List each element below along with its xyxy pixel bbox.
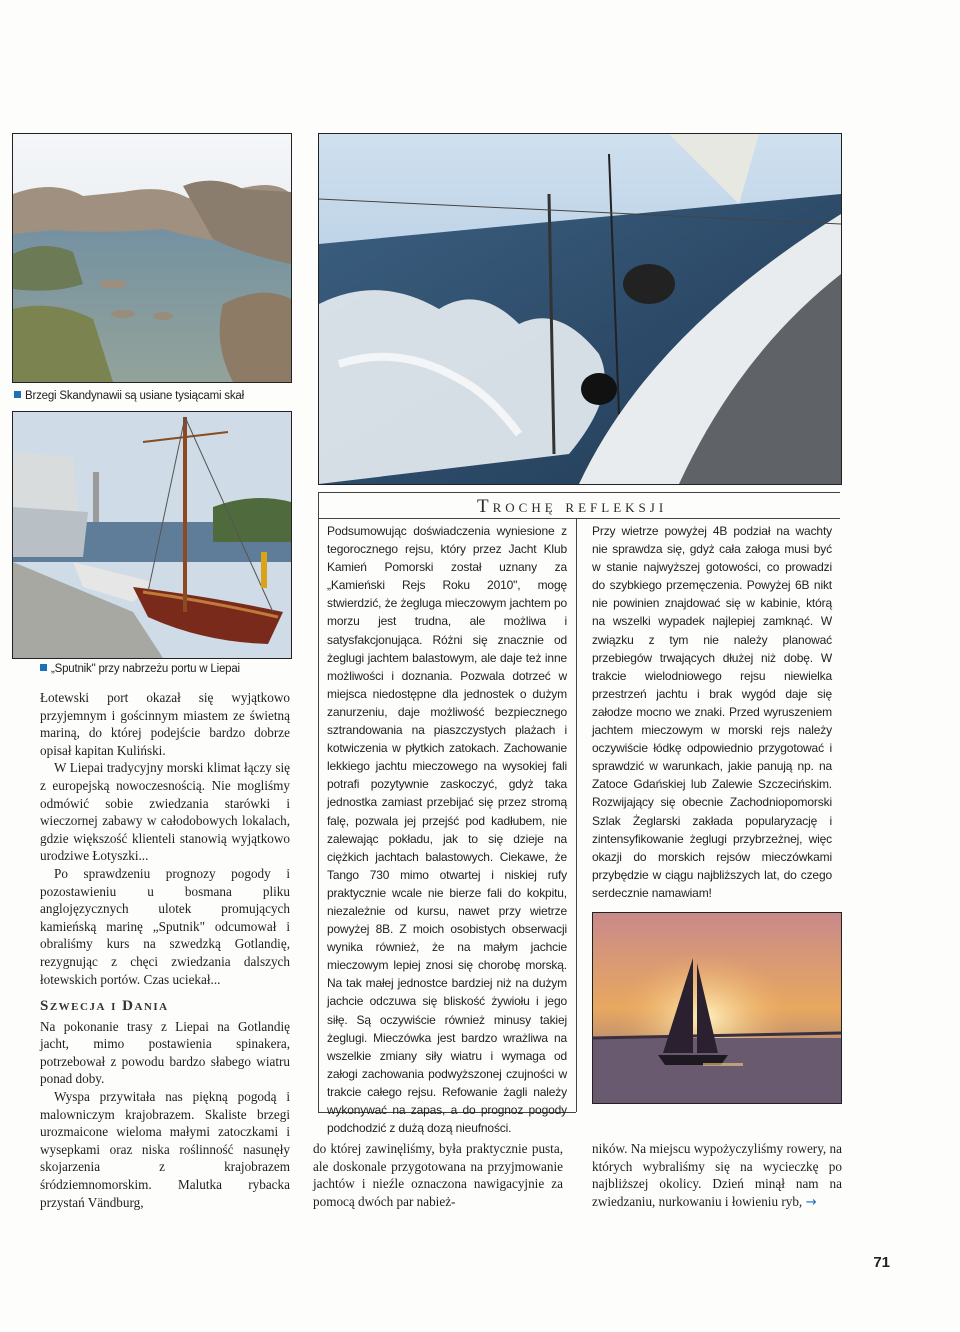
sidebar-top-rule [318, 492, 840, 493]
sidebar-column-1 [327, 522, 567, 1137]
caption-sputnik-port [40, 663, 240, 675]
sidebar-left-border [318, 492, 319, 1112]
paragraph-liepaja: Łotewski port okazał się wyjątkowo przyjemnym i gościnnym miastem ze świetną mariną, do której podejście bardzo dobrze opisał kapitan Kuliński. [40, 690, 290, 758]
bottom-right-column [592, 1140, 842, 1211]
paragraph-bikes [592, 1140, 842, 1211]
paragraph-departure: Po sprawdzeniu prognozy pogody i pozostawieniu u bosmana pliku anglojęzycznych ulotek promujących kamieńską marinę „Sputnik" odcumował i obraliśmy kurs na szwedzką Gotlandię, rezygnując z chęci zwiedzania dalszych łotewskich portów. Czas uciekał... [40, 865, 290, 987]
sidebar-text-2: Przy wietrze powyżej 4B podział na wachty nie sprawdza się, gdyż cała załoga musi być w stanie najwyższej gotowości, co prowadzi do szybkiego przemęczenia. Powyżej 6B nikt nie powinien znajdować się w kabinie, którą na wszelki wypadek najlepiej zamknąć. W związku z tym nie należy planować przebiegów trwających dłużej niż dobę. W trakcie wielodniowego rejsu niewielka przestrzeń jachtu i brak wygód daje się załodze mocno we znaki. Przed wyruszeniem jachtem mieczowym w morski rejs należy oczywiście łódkę odpowiednio przygotować i sprawdzić w warunkach, jakie panują np. na Zatoce Gdańskiej lub Zalewie Szczecińskim. Rozwijający się obecnie Zachodniopomorski Szlak Żeglarski zakłada popularyzację i zintensyfikowanie żeglugi przybrzeżnej, więc okazji do morskich rejsów mieczówkami przybędzie w ciągu najbliższych lat, do czego serdecznie namawiam! [592, 524, 832, 900]
sidebar-title-rule [318, 518, 840, 519]
sidebar-title: Trochę refleksji [477, 496, 668, 517]
photo-sputnik-port [12, 411, 292, 659]
photo-rocky-shore [12, 133, 292, 383]
sidebar-divider [576, 518, 577, 1112]
photo-yacht-heeling [318, 133, 842, 485]
paragraph-liepaja-climate: W Liepai tradycyjny morski klimat łączy się z europejską nowoczesnością. Nie mogliśmy odmówić sobie zwiedzania starówki i wieczornej zabawy w całodobowych lokalach, gdzie większość klienteli stanowią wyjątkowo urodziwe Łotyszki... [40, 760, 290, 864]
caption-marker [40, 664, 47, 671]
caption-text: Brzegi Skandynawii są usiane tysiącami skał [25, 390, 244, 402]
caption-rocky-shore [14, 390, 244, 402]
caption-text: „Sputnik" przy nabrzeżu portu w Liepai [51, 663, 240, 675]
paragraph-bikes-text: ników. Na miejscu wypożyczyliśmy rowery, na których wybraliśmy się na wycieczkę po najbliższej okolicy. Dzień minął nam na zwiedzaniu, nurkowaniu i łowieniu ryb, [592, 1141, 842, 1209]
page-number: 71 [873, 1254, 890, 1271]
photo-sailboat-sunset [592, 912, 842, 1104]
paragraph-gotland-island: Wyspa przywitała nas piękną pogodą i malowniczym krajobrazem. Skaliste brzegi urozmaicone wieloma małymi zatoczkami i wysepkami oraz niska roślinność nasunęły skojarzenia z krajobrazem śródziemnomorskim. Malutka rybacka przystań Vändburg, [40, 1089, 290, 1210]
left-text-column [40, 689, 290, 1211]
sidebar-text-1: Podsumowując doświadczenia wyniesione z tegorocznego rejsu, który przez Jacht Klub Kamień Pomorski został uznany za „Kamieński Rejs Roku 2010", mogę stwierdzić, że żegluga mieczowym jachtem po morzu jest trudna, ale możliwa i satysfakcjonująca. Różni się znacznie od żeglugi jachtem balastowym, ale daje też inne możliwości i doznania. Pozwala dotrzeć w miejsca niedostępne dla jednostek o dużym zanurzeniu, daje możliwość bezpiecznego sztrandowania na piaszczystych plażach i kotwiczenia w płytkich zatokach. Zachowanie lekkiego jachtu mieczowego na wysokiej fali potrafi pozytywnie zaskoczyć, gdyż taka jednostka zamiast przebijać się przez stromą falę, pozwala jej przejść pod kadłubem, nie zalewając pokładu, jak to się dzieje na ciężkich jachtach balastowych. Ciekawe, że Tango 730 mimo otwartej i niskiej rufy praktycznie wcale nie bierze fali do kokpitu, niezależnie od kursu, nawet przy wietrze powyżej 8B. Z moich osobistych obserwacji wynika również, że na małym jachcie mieczowym lepiej znosi się chorobę morską. Na tak małej jednostce bardziej niż na dużym jachcie odczuwa się bliskość żywiołu i jego siłę. Są oczywiście również minusy takiej żeglugi. Mieczówka jest bardzo wrażliwa na wszelkie zmiany siły wiatru i wymaga od załogi zachowania podwyższonej czujności w trakcie całego rejsu. Refowanie żagli należy wykonywać na zapas, a do prognoz pogody podchodzić z dużą dozą nieufności. [327, 524, 567, 1136]
sidebar-column-2 [592, 522, 832, 902]
section-heading-sweden-denmark: Szwecja i Dania [40, 998, 169, 1015]
continue-arrow-icon: → [805, 1194, 817, 1210]
paragraph-harbor: do której zawinęliśmy, była praktycznie pusta, ale doskonale przygotowana na przyjmowanie jachtów i nieźle oznaczona nawigacyjnie za pomocą dwóch par nabież- [313, 1141, 563, 1209]
bottom-middle-column [313, 1140, 563, 1210]
caption-marker [14, 391, 21, 398]
paragraph-gotland-crossing: Na pokonanie trasy z Liepai na Gotlandię jacht, mimo postawienia spinakera, potrzebował z powodu bardzo słabego wiatru ponad doby. [40, 1018, 290, 1087]
